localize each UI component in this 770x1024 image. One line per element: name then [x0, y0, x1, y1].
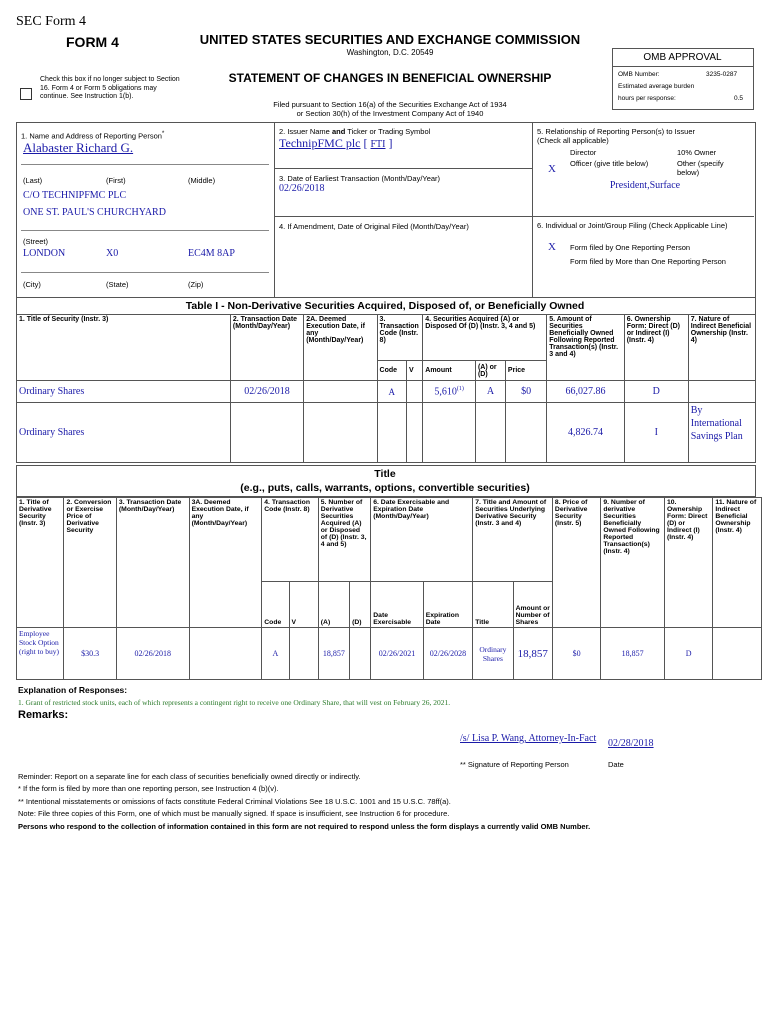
street-label: (Street): [23, 237, 49, 246]
signature-link[interactable]: /s/ Lisa P. Wang, Attorney-In-Fact: [460, 733, 597, 744]
table-row: Ordinary Shares 4,826.74 I By International Savings Plan: [17, 403, 756, 463]
t2-h10: 10. Ownership Form: Direct (D) or Indirect (I) (Instr. 4): [664, 498, 712, 628]
t1-aord: (A) or (D): [475, 361, 505, 381]
filed-pursuant-1: Filed pursuant to Section 16(a) of the Securities Exchange Act of 1934: [273, 100, 507, 109]
state-label: (State): [106, 280, 129, 289]
box4-label: 4. If Amendment, Date of Original Filed (Month/Day/Year): [279, 222, 469, 231]
footnote-1: 1. Grant of restricted stock units, each of which represents a contingent right to receive one Ordinary Share, that will vest on February 26, 2021.: [18, 698, 451, 707]
t1-h7: 7. Nature of Indirect Beneficial Ownership (Instr. 4): [688, 315, 755, 381]
t2-h9: 9. Number of derivative Securities Beneficially Owned Following Reported Transaction(s) (Instr. 4): [601, 498, 665, 628]
omb-burden: Estimated average burden: [618, 83, 695, 90]
t2-h6: 6. Date Exercisable and Expiration Date (Month/Day/Year): [371, 498, 473, 582]
box6-label: 6. Individual or Joint/Group Filing (Check Applicable Line): [537, 221, 728, 230]
reminder-note: Reminder: Report on a separate line for each class of securities beneficially owned directly or indirectly.: [18, 772, 361, 781]
t2-h2: 2. Conversion or Exercise Price of Derivative Security: [64, 498, 116, 628]
box1-label: 1. Name and Address of Reporting Person*: [21, 130, 165, 141]
first-label: (First): [106, 176, 126, 185]
t1-h3: 3. Transaction Code (Instr. 8): [377, 315, 423, 361]
box5-sub: (Check all applicable): [537, 136, 609, 145]
checkbox-text: Check this box if no longer subject to Section 16. Form 4 or Form 5 obligations may continue. See Instruction 1(b).: [40, 76, 180, 100]
omb-number: 3235-0287: [706, 71, 738, 78]
last-label: (Last): [23, 176, 43, 185]
more-persons-label: Form filed by More than One Reporting Person: [570, 257, 726, 266]
signature-date: 02/28/2018: [608, 738, 654, 749]
officer-check[interactable]: X: [548, 163, 556, 175]
date-label: Date: [608, 760, 624, 769]
t2-code: Code: [262, 582, 289, 628]
t1-code: Code: [377, 361, 406, 381]
t2-exp: Expiration Date: [423, 582, 472, 628]
t1-v: V: [406, 361, 422, 381]
section16-checkbox[interactable]: [20, 88, 32, 100]
director-label: Director: [570, 148, 597, 157]
issuer-name-link[interactable]: TechnipFMC plc: [279, 136, 361, 150]
omb-title: OMB APPROVAL: [643, 52, 722, 63]
zip-value: EC4M 8AP: [188, 248, 235, 259]
note-2: ** Intentional misstatements or omissions of facts constitute Federal Criminal Violations See 18 U.S.C. 1001 and 15 U.S.C. 78ff(a).: [18, 797, 451, 806]
t1-price: Price: [505, 361, 546, 381]
box5-label: 5. Relationship of Reporting Person(s) to Issuer: [537, 127, 695, 136]
earliest-transaction-date: 02/26/2018: [279, 183, 325, 194]
omb-hours: 0.5: [734, 95, 744, 102]
explanation-label: Explanation of Responses:: [18, 685, 128, 695]
t2-h11: 11. Nature of Indirect Beneficial Ownership (Instr. 4): [713, 498, 762, 628]
table-row: Ordinary Shares 02/26/2018 A 5,610$^{(1)}$ A $0 66,027.86 D: [17, 381, 756, 403]
reporting-person-name[interactable]: Alabaster Richard G.: [23, 140, 134, 155]
officer-label: Officer (give title below): [570, 159, 649, 168]
t2-h4: 4. Transaction Code (Instr. 8): [262, 498, 319, 582]
table2-title: Title: [374, 468, 396, 480]
officer-title: President,Surface: [609, 180, 681, 191]
issuer-line: TechnipFMC plc [ FTI ]: [279, 136, 393, 150]
t2-h1: 1. Title of Derivative Security (Instr. 3): [17, 498, 64, 628]
one-person-check[interactable]: X: [548, 241, 556, 253]
t1-h1: 1. Title of Security (Instr. 3): [17, 315, 231, 381]
table1-title: Table I - Non-Derivative Securities Acquired, Disposed of, or Beneficially Owned: [185, 300, 585, 312]
agency-city: Washington, D.C. 20549: [346, 48, 434, 57]
t1-h2: 2. Transaction Date (Month/Day/Year): [230, 315, 303, 381]
omb-hours-label: hours per response:: [618, 95, 676, 102]
t2-title: Title: [473, 582, 513, 628]
zip-label: (Zip): [188, 280, 204, 289]
middle-label: (Middle): [188, 176, 216, 185]
table2: [16, 497, 762, 680]
table2-subtitle: (e.g., puts, calls, warrants, options, convertible securities): [240, 482, 530, 494]
signature-label: ** Signature of Reporting Person: [460, 760, 569, 769]
t2-date-ex: Date Exercisable: [371, 582, 423, 628]
ticker-link[interactable]: FTI: [370, 139, 386, 150]
t1-h2a: 2A. Deemed Execution Date, if any (Month/Day/Year): [304, 315, 377, 381]
t2-h8: 8. Price of Derivative Security (Instr. 5): [552, 498, 600, 628]
t1-h4: 4. Securities Acquired (A) or Disposed Of (D) (Instr. 3, 4 and 5): [423, 315, 547, 361]
city-value: LONDON: [23, 248, 66, 259]
city-label: (City): [23, 280, 41, 289]
form-title: FORM 4: [66, 34, 119, 50]
one-person-label: Form filed by One Reporting Person: [570, 243, 691, 252]
box3-label: 3. Date of Earliest Transaction (Month/Day/Year): [279, 174, 441, 183]
agency-title: UNITED STATES SECURITIES AND EXCHANGE COMMISSION: [199, 32, 581, 47]
table1: [16, 314, 756, 463]
address-line-2: ONE ST. PAUL'S CHURCHYARD: [23, 207, 166, 218]
t2-h7: 7. Title and Amount of Securities Underlying Derivative Security (Instr. 3 and 4): [473, 498, 553, 582]
remarks-label: Remarks:: [18, 709, 69, 721]
note-3: Note: File three copies of this Form, one of which must be manually signed. If space is insufficient, see Instruction 6 for procedure.: [18, 809, 450, 818]
t1-amount: Amount: [423, 361, 476, 381]
note-1: * If the form is filed by more than one reporting person, see Instruction 4 (b)(v).: [18, 784, 279, 793]
t2-v: V: [289, 582, 318, 628]
box2-label: 2. Issuer Name and Ticker or Trading Symbol: [279, 127, 431, 136]
omb-number-label: OMB Number:: [618, 71, 660, 78]
omb-notice: Persons who respond to the collection of information contained in this form are not required to respond unless the form displays a currently valid OMB Number.: [18, 822, 591, 831]
page-label: SEC Form 4: [16, 14, 87, 29]
t2-a: (A): [318, 582, 349, 628]
address-line-1: C/O TECHNIPFMC PLC: [23, 190, 127, 201]
t2-amt-shares: Amount or Number of Shares: [513, 582, 552, 628]
t2-h5: 5. Number of Derivative Securities Acquired (A) or Disposed of (D) (Instr. 3, 4 and 5): [318, 498, 370, 582]
t1-h5: 5. Amount of Securities Beneficially Owned Following Reported Transaction(s) (Instr. 3 and 4): [547, 315, 624, 381]
table-row: Employee Stock Option (right to buy) $30.3 02/26/2018 A 18,857 02/26/2021 02/26/2028 Ordinary Shares 18,857 $0 18,857 D: [17, 628, 762, 680]
owner10-label: 10% Owner: [677, 148, 717, 157]
state-value: X0: [106, 248, 119, 259]
t2-h3: 3. Transaction Date (Month/Day/Year): [116, 498, 189, 628]
other-label: Other (specify below): [677, 159, 724, 177]
t2-d: (D): [350, 582, 371, 628]
statement-title: STATEMENT OF CHANGES IN BENEFICIAL OWNERSHIP: [228, 71, 552, 85]
t2-h3a: 3A. Deemed Execution Date, if any (Month/Day/Year): [189, 498, 262, 628]
footnote-ref[interactable]: (1): [456, 385, 464, 392]
t1-h6: 6. Ownership Form: Direct (D) or Indirect (I) (Instr. 4): [624, 315, 688, 381]
filed-pursuant-2: or Section 30(h) of the Investment Company Act of 1940: [296, 109, 484, 118]
